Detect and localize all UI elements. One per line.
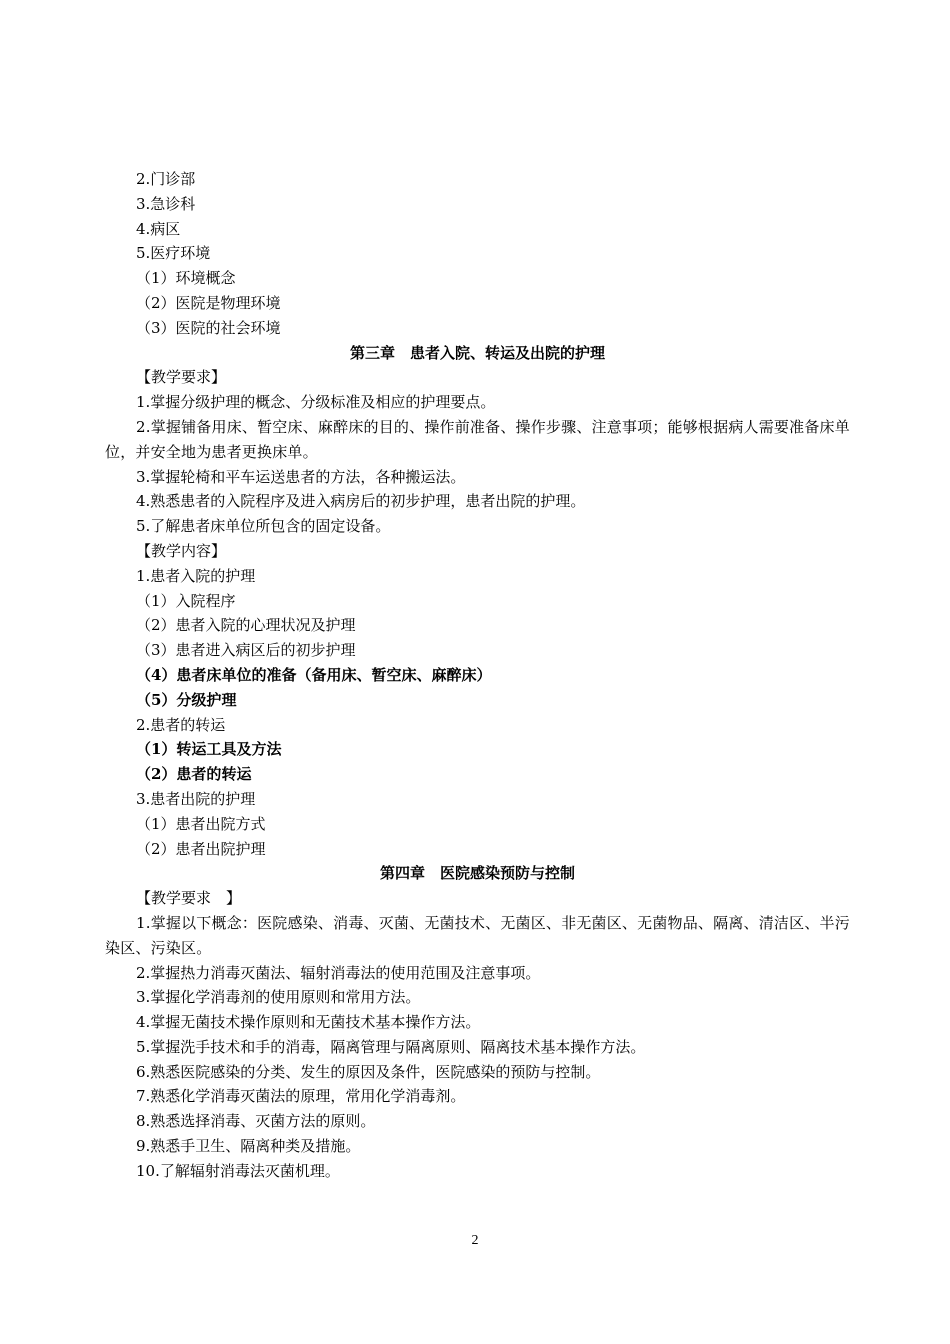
list-item: 【教学要求 】 bbox=[136, 889, 242, 908]
sub-item-bold: （1）转运工具及方法 bbox=[136, 740, 282, 759]
list-item: 8.熟悉选择消毒、灭菌方法的原则。 bbox=[136, 1112, 376, 1131]
list-item: 6.熟悉医院感染的分类、发生的原因及条件，医院感染的预防与控制。 bbox=[136, 1062, 601, 1081]
list-item: 【教学内容】 bbox=[136, 541, 227, 560]
list-item: 3.掌握轮椅和平车运送患者的方法，各种搬运法。 bbox=[136, 467, 466, 486]
list-item: 4.掌握无菌技术操作原则和无菌技术基本操作方法。 bbox=[136, 1013, 481, 1032]
sub-item: （3）医院的社会环境 bbox=[136, 318, 281, 337]
list-item: 5.了解患者床单位所包含的固定设备。 bbox=[136, 517, 391, 536]
list-item: 5.掌握洗手技术和手的消毒，隔离管理与隔离原则、隔离技术基本操作方法。 bbox=[136, 1037, 646, 1056]
sub-item: （1）入院程序 bbox=[136, 591, 236, 610]
sub-item: （2）患者入院的心理状况及护理 bbox=[136, 616, 356, 635]
page-number: 2 bbox=[471, 1233, 479, 1248]
list-item: 10.了解辐射消毒法灭菌机理。 bbox=[136, 1161, 340, 1180]
list-item: 4.病区 bbox=[136, 219, 181, 238]
list-item: 2.患者的转运 bbox=[136, 715, 226, 734]
list-item: 2.门诊部 bbox=[136, 170, 196, 188]
list-item: 2.掌握热力消毒灭菌法、辐射消毒法的使用范围及注意事项。 bbox=[136, 963, 541, 982]
sub-item: （2）医院是物理环境 bbox=[136, 293, 281, 312]
sub-item-bold: （4）患者床单位的准备（备用床、暂空床、麻醉床） bbox=[136, 665, 492, 684]
sub-item-bold: （5）分级护理 bbox=[136, 690, 237, 709]
list-item: 7.熟悉化学消毒灭菌法的原理，常用化学消毒剂。 bbox=[136, 1087, 466, 1106]
sub-item: （2）患者出院护理 bbox=[136, 839, 266, 858]
paragraph: 2.掌握铺备用床、暂空床、麻醉床的目的、操作前准备、操作步骤、注意事项；能够根据病人需要准备床单位，并安全地为患者更换床单。 bbox=[105, 417, 850, 461]
list-item: 3.急诊科 bbox=[136, 194, 196, 213]
list-item: 3.患者出院的护理 bbox=[136, 789, 256, 808]
list-item: 5.医疗环境 bbox=[136, 244, 211, 263]
sub-item: （1）患者出院方式 bbox=[136, 814, 266, 833]
chapter-heading: 第三章 患者入院、转运及出院的护理 bbox=[349, 343, 605, 362]
list-item: 【教学要求】 bbox=[136, 368, 227, 387]
list-item: 4.熟悉患者的入院程序及进入病房后的初步护理，患者出院的护理。 bbox=[136, 492, 586, 511]
sub-item: （3）患者进入病区后的初步护理 bbox=[136, 641, 356, 660]
page-content bbox=[105, 167, 850, 1184]
paragraph: 1.掌握以下概念：医院感染、消毒、灭菌、无菌技术、无菌区、非无菌区、无菌物品、隔离、清洁区、半污染区、污染区。 bbox=[105, 913, 850, 957]
sub-item-bold: （2）患者的转运 bbox=[136, 765, 252, 784]
sub-item: （1）环境概念 bbox=[136, 269, 236, 288]
list-item: 1.掌握分级护理的概念、分级标准及相应的护理要点。 bbox=[136, 393, 496, 412]
list-item: 1.患者入院的护理 bbox=[136, 566, 256, 585]
list-item: 9.熟悉手卫生、隔离种类及措施。 bbox=[136, 1137, 361, 1156]
chapter-heading: 第四章 医院感染预防与控制 bbox=[379, 864, 575, 883]
list-item: 3.掌握化学消毒剂的使用原则和常用方法。 bbox=[136, 988, 421, 1007]
